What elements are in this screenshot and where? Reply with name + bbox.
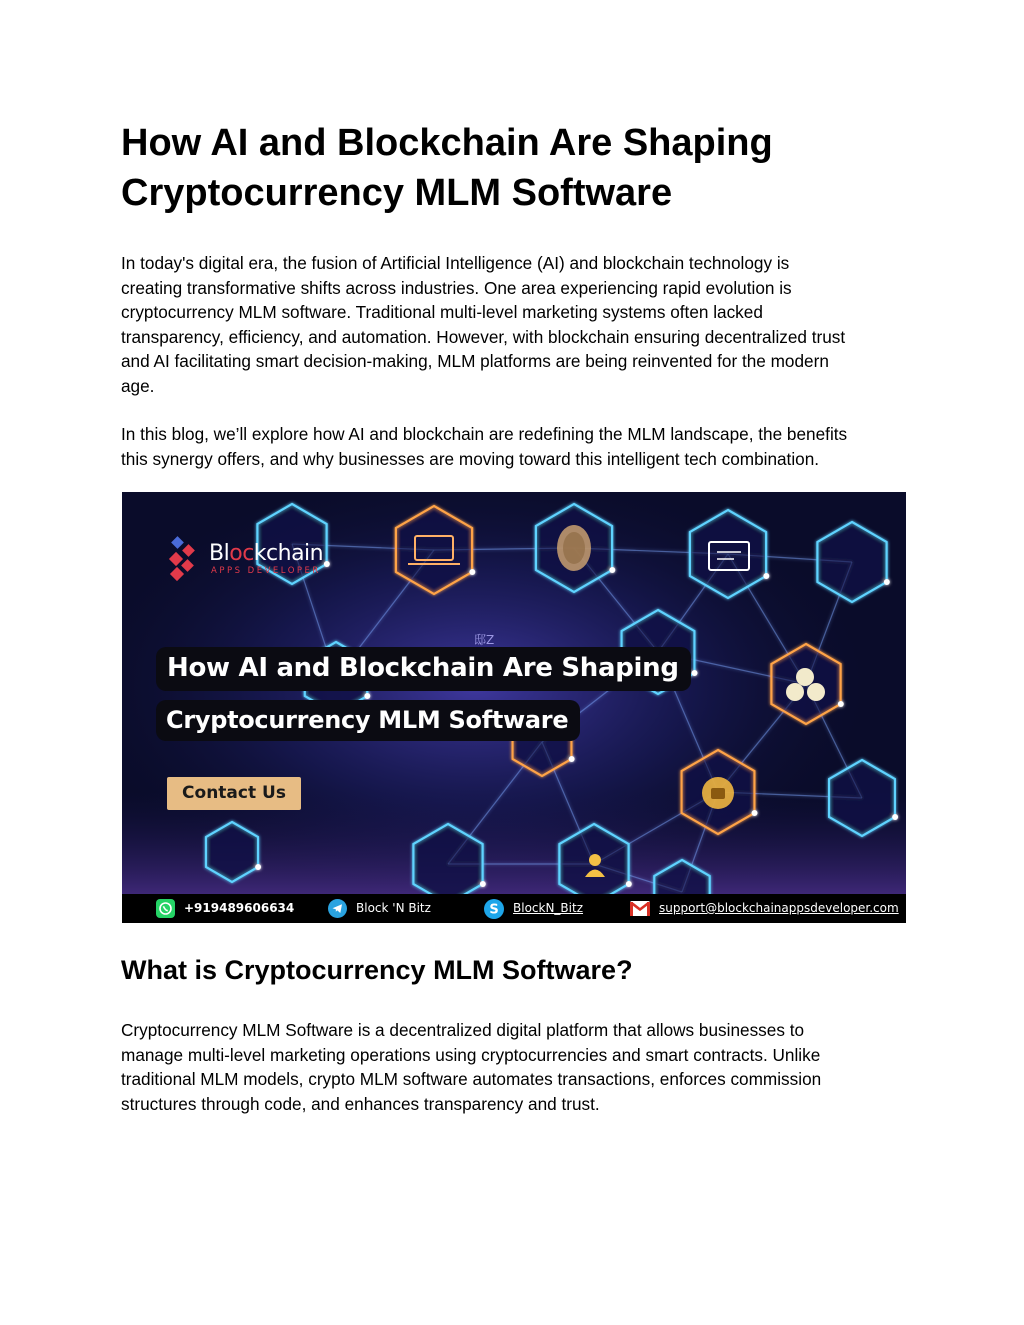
contact-email[interactable]	[630, 894, 899, 923]
contact-phone[interactable]	[156, 894, 294, 923]
article-title-line2: Cryptocurrency MLM Software	[121, 172, 673, 214]
lock-icon	[702, 777, 734, 809]
skype-icon	[484, 899, 504, 919]
section-what-is	[121, 953, 907, 1116]
network-node	[255, 864, 261, 870]
network-node	[892, 814, 898, 820]
blog-line: this synergy offers, and why businesses are moving toward this intelligent tech combination.	[121, 448, 820, 469]
intro-line: cryptocurrency MLM software. Traditional multi-level marketing systems often lacked	[121, 302, 763, 322]
cubes-logo-icon	[167, 534, 207, 584]
article	[121, 118, 907, 471]
svg-text:S: S	[489, 902, 499, 917]
telegram-icon	[328, 899, 347, 918]
blog-paragraph	[121, 422, 907, 471]
section-line: Cryptocurrency MLM Software is a decentralized digital platform that allows businesses to	[121, 1020, 805, 1040]
gmail-icon	[630, 901, 650, 916]
intro-line: and AI facilitating smart decision-making, MLM platforms are being reinvented for the modern	[121, 351, 829, 371]
network-node	[838, 701, 844, 707]
contact-us-button[interactable]: Contact Us	[167, 777, 301, 810]
contact-bar	[122, 894, 906, 923]
banner-image	[122, 492, 906, 923]
banner-title-line2: Cryptocurrency MLM Software	[156, 700, 580, 741]
article-title-line1: How AI and Blockchain Are Shaping	[121, 122, 773, 164]
email-address: support@blockchainappsdeveloper.com	[659, 901, 899, 915]
intro-paragraph	[121, 251, 907, 398]
skype-handle: BlockN_Bitz	[513, 901, 584, 915]
logo-subtitle: APPS DEVELOPER	[211, 566, 321, 576]
whatsapp-icon	[156, 899, 175, 918]
network-node	[626, 881, 632, 887]
intro-line: creating transformative shifts across industries. One area experiencing rapid evolution is	[121, 277, 792, 298]
intro-line: age.	[121, 375, 155, 396]
section-heading: What is Cryptocurrency MLM Software?	[121, 955, 633, 985]
network-node	[763, 573, 769, 579]
network-node	[364, 693, 370, 699]
phone-number: +919489606634	[184, 901, 295, 915]
network-node	[752, 810, 758, 816]
network-node	[692, 670, 698, 676]
contact-skype[interactable]	[484, 894, 583, 923]
section-line: manage multi-level marketing operations using cryptocurrencies and smart contracts. Unlike	[121, 1044, 821, 1065]
blockchain-logo	[167, 534, 323, 584]
network-node	[480, 881, 486, 887]
network-node	[569, 756, 575, 762]
article-title	[121, 118, 907, 218]
telegram-handle: Block 'N Bitz	[356, 901, 431, 915]
intro-line: In today's digital era, the fusion of Artificial Intelligence (AI) and blockchain technology is	[121, 253, 790, 273]
section-line: structures through code, and enhances transparency and trust.	[121, 1093, 600, 1114]
network-node	[324, 561, 330, 567]
blog-line: In this blog, we’ll explore how AI and blockchain are redefining the MLM landscape, the benefits	[121, 424, 848, 444]
section-line: traditional MLM models, crypto MLM software automates transactions, enforces commission	[121, 1069, 822, 1089]
banner-hex-text: 邸Z	[474, 633, 495, 647]
brain-icon	[557, 525, 591, 571]
network-node	[884, 579, 890, 585]
contact-telegram[interactable]	[328, 894, 431, 923]
banner-title-line1: How AI and Blockchain Are Shaping	[156, 647, 691, 691]
section-paragraph	[121, 1018, 907, 1116]
network-node	[609, 567, 615, 573]
network-node	[469, 569, 475, 575]
intro-line: transparency, efficiency, and automation. However, with blockchain ensuring decentralized trust	[121, 326, 846, 347]
logo-wordmark: Blockchain	[209, 541, 324, 566]
